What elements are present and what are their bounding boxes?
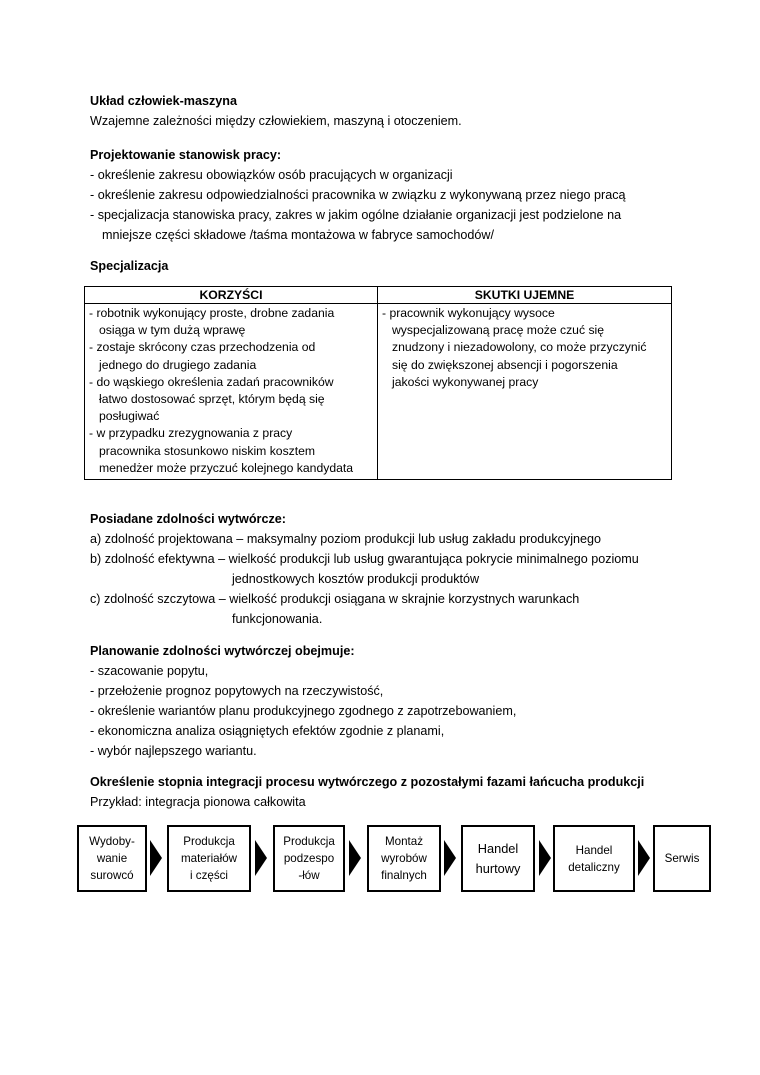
flow-step-text: surowcó [90,869,134,882]
flow-step-text: Wydoby- [89,835,135,848]
flow-step-text: podzespo [283,852,335,865]
list-item: - przełożenie prognoz popytowych na rzeczywistość, [90,684,384,698]
section-title: Specjalizacja [90,259,169,273]
cell-line: menedżer może przyczuć kolejnego kandydata [99,460,354,475]
cell-line: - pracownik wykonujący wysoce [382,306,555,320]
list-item: - szacowanie popytu, [90,664,209,678]
flow-step-subassemblies [273,825,345,892]
section-job-design [90,145,690,245]
cell-line: jakości wykonywanej pracy [392,374,539,389]
vertical-integration-flow [0,822,760,902]
flow-step-text: materiałów [180,852,238,865]
table-header-row [85,287,672,304]
section-title: Projektowanie stanowisk pracy: [90,148,282,162]
flow-step-text: Produkcja [183,835,235,848]
section-title: Układ człowiek-maszyna [90,94,237,108]
list-item: - określenie zakresu odpowiedzialności pracownika w związku z wykonywaną przez niego pracą [90,188,626,202]
table-row [85,304,672,480]
flow-step-wholesale [461,825,535,892]
flow-step-text: Produkcja [283,835,335,848]
specialization-table [84,286,672,480]
section-title: Planowanie zdolności wytwórczej obejmuje: [90,644,355,658]
section-title: Określenie stopnia integracji procesu wytwórczego z pozostałymi fazami łańcucha produkcji [90,775,645,789]
arrow-right-icon [255,840,267,876]
paragraph: Wzajemne zależności między człowiekiem, maszyną i otoczeniem. [90,114,462,128]
arrow-right-icon [349,840,361,876]
list-item-continuation: funkcjonowania. [232,612,323,626]
section-title: Posiadane zdolności wytwórcze: [90,512,286,526]
flow-step-text: wanie [96,852,128,865]
flow-step-extraction [77,825,147,892]
cell-line: jednego do drugiego zadania [99,357,257,372]
flow-step-materials [167,825,251,892]
table-header-drawbacks: SKUTKI UJEMNE [378,287,672,304]
cell-line: - zostaje skrócony czas przechodzenia od [89,340,316,355]
flow-step-text: finalnych [381,869,427,882]
flow-step-text: wyrobów [381,852,427,865]
list-item: - określenie wariantów planu produkcyjnego zgodnego z zapotrzebowaniem, [90,704,517,718]
arrow-right-icon [150,840,162,876]
list-item: - wybór najlepszego wariantu. [90,744,257,758]
arrow-right-icon [638,840,650,876]
drawbacks-cell [378,304,672,480]
flow-step-text: i części [189,869,228,882]
flow-step-text: Handel [477,840,519,856]
benefits-cell [85,304,378,480]
cell-line: łatwo dostosować sprzęt, którym będą się [99,392,325,407]
cell-line: wyspecjalizowaną pracę może czuć się [392,323,605,338]
list-item-continuation: mniejsze części składowe /taśma montażowa w fabryce samochodów/ [102,228,494,242]
flow-step-text: hurtowy [475,860,521,876]
list-item: - ekonomiczna analiza osiągniętych efektów zgodnie z planami, [90,724,445,738]
list-item: c) zdolność szczytowa – wielkość produkcji osiągana w skrajnie korzystnych warunkach [90,592,580,606]
list-item-continuation: jednostkowych kosztów produkcji produktów [232,572,480,586]
cell-line: osiąga w tym dużą wprawę [99,323,246,338]
flow-step-text: -łów [298,869,320,882]
paragraph: Przykład: integracja pionowa całkowita [90,795,306,809]
flow-step-text: detaliczny [568,860,620,874]
cell-line: posługiwać [99,409,160,424]
list-item: b) zdolność efektywna – wielkość produkcji lub usług gwarantująca pokrycie minimalnego poziomu [90,552,639,566]
flow-step-text: Handel [575,843,613,857]
table-header-benefits: KORZYŚCI [85,287,378,304]
list-item: a) zdolność projektowana – maksymalny poziom produkcji lub usług zakładu produkcyjnego [90,532,602,546]
cell-line: - do wąskiego określenia zadań pracowników [89,374,334,389]
arrow-right-icon [539,840,551,876]
cell-line: - robotnik wykonujący proste, drobne zadania [89,306,335,320]
section-capacity-planning [90,641,690,761]
section-integration [90,772,710,812]
cell-line: znudzony i niezadowolony, co może przyczynić [392,340,647,355]
cell-line: pracownika stosunkowo niskim kosztem [99,443,316,458]
list-item: - określenie zakresu obowiązków osób pracujących w organizacji [90,168,453,182]
flow-step-text: Montaż [384,835,424,848]
flow-step-assembly [367,825,441,892]
cell-line: się do zwiększonej absencji i pogorszenia [392,357,618,372]
flow-step-text: Serwis [664,852,700,865]
section-specialization [90,256,690,276]
flow-step-service [653,825,711,892]
flow-step-retail [553,825,635,892]
arrow-right-icon [444,840,456,876]
section-production-capacity [90,509,690,629]
list-item: - specjalizacja stanowiska pracy, zakres w jakim ogólne działanie organizacji jest podzielone na [90,208,622,222]
section-human-machine [90,91,690,131]
cell-line: - w przypadku zrezygnowania z pracy [89,426,293,441]
